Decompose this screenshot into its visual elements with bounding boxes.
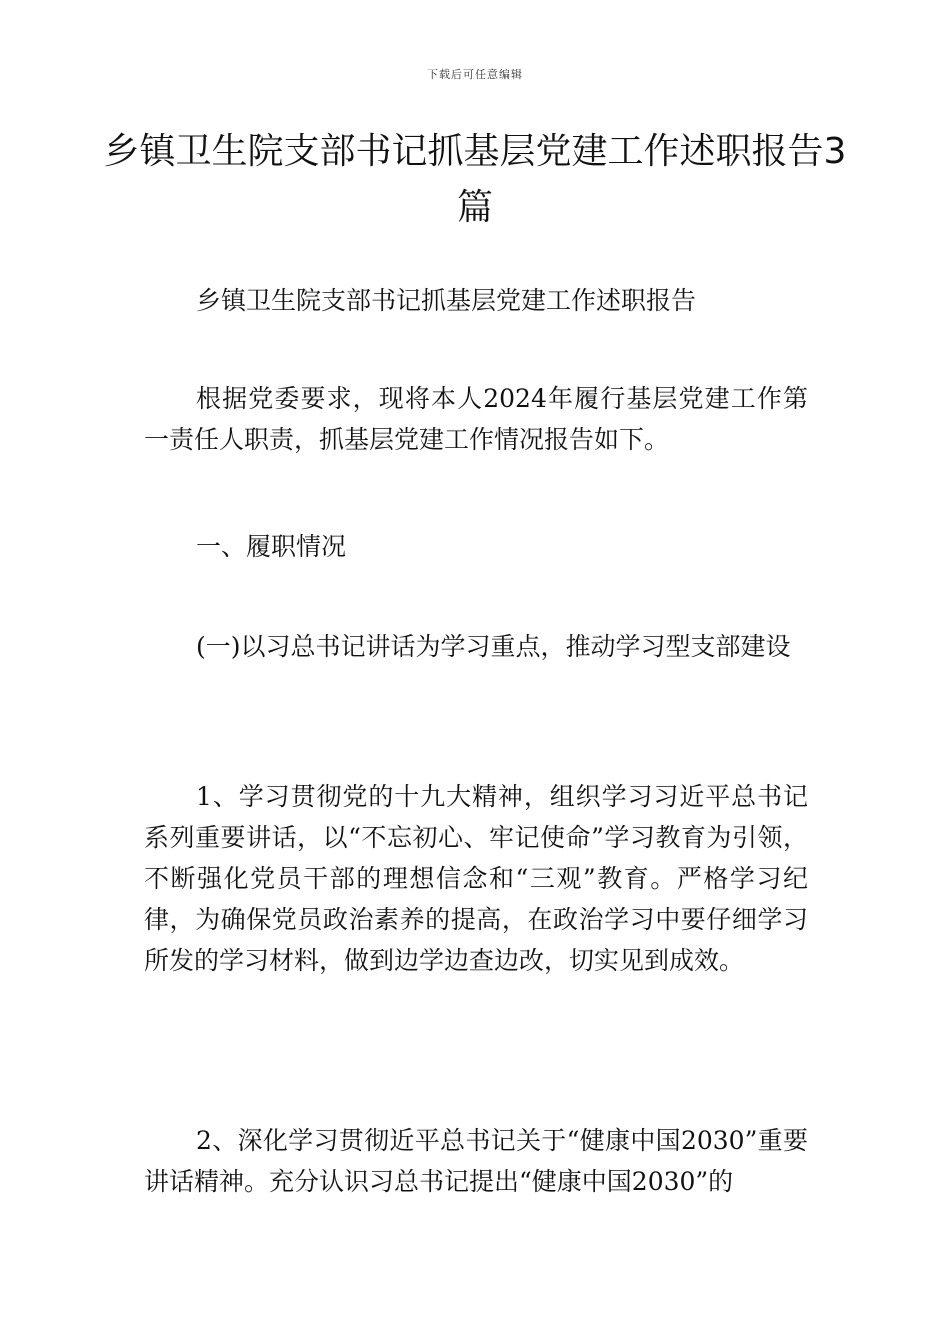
section-heading: 一、履职情况 — [196, 532, 347, 561]
header-note: 下载后可任意编辑 — [427, 68, 523, 81]
document-title: 乡镇卫生院支部书记抓基层党建工作述职报告3篇 — [103, 131, 847, 228]
paragraph-subtitle: 乡镇卫生院支部书记抓基层党建工作述职报告 — [196, 286, 697, 315]
paragraph-item-2: 2、深化学习贯彻近平总书记关于“健康中国2030”重要讲话精神。充分认识习总书记提出“健康中国2030”的 — [144, 1126, 808, 1196]
paragraph-item-1: 1、学习贯彻党的十九大精神，组织学习习近平总书记系列重要讲话，以“不忘初心、牢记使命”学习教育为引领，不断强化党员干部的理想信念和“三观”教育。严格学习纪律，为确保党员政治素养的提高，在政治学习中要仔细学习所发的学习材料，做到边学边查边改，切实见到成效。 — [144, 782, 808, 975]
paragraph-intro: 根据党委要求，现将本人2024年履行基层党建工作第一责任人职责，抓基层党建工作情况报告如下。 — [144, 384, 808, 454]
subsection-heading: (一)以习总书记讲话为学习重点，推动学习型支部建设 — [196, 632, 791, 661]
